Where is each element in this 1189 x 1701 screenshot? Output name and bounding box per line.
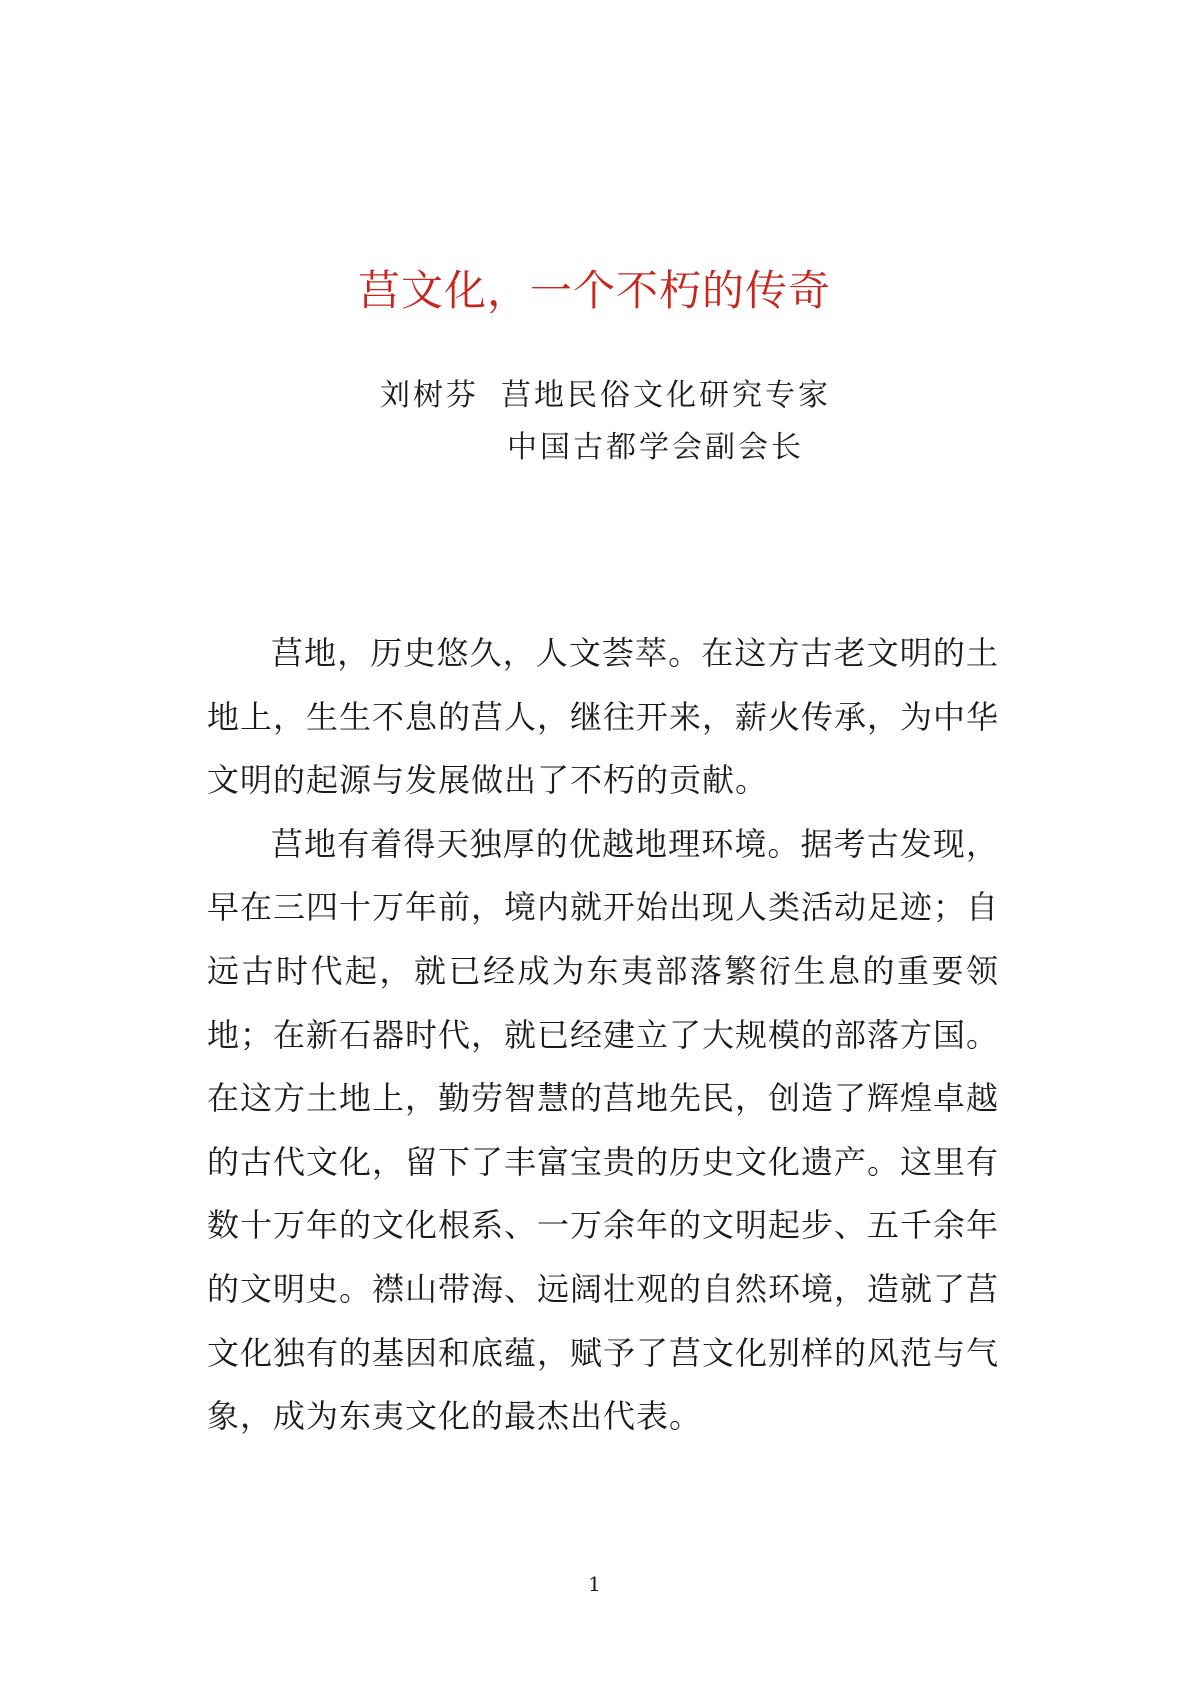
author-line-2 — [380, 422, 831, 474]
author-name: 刘树芬 — [380, 378, 479, 413]
page-number: 1 — [588, 1572, 601, 1596]
author-role-2: 中国古都学会副会长 — [507, 430, 804, 465]
author-line-1 — [380, 370, 831, 422]
paragraph-2: 莒地有着得天独厚的优越地理环境。据考古发现，早在三四十万年前，境内就开始出现人类活动足迹；自远古时代起，就已经成为东夷部落繁衍生息的重要领地；在新石器时代，就已经建立了大规模的部落方国。在这方土地上，勤劳智慧的莒地先民，创造了辉煌卓越的古代文化，留下了丰富宝贵的历史文化遗产。这里有数十万年的文化根系、一万余年的文明起步、五千余年的文明史。襟山带海、远阔壮观的自然环境，造就了莒文化独有的基因和底蕴，赋予了莒文化别样的风范与气象，成为东夷文化的最杰出代表。 — [207, 824, 1000, 1436]
body-text — [207, 622, 999, 1449]
paragraph-1: 莒地，历史悠久，人文荟萃。在这方古老文明的土地上，生生不息的莒人，继往开来，薪火传承，为中华文明的起源与发展做出了不朽的贡献。 — [207, 634, 1000, 800]
author-role-1: 莒地民俗文化研究专家 — [501, 378, 831, 413]
page-title: 莒文化，一个不朽的传奇 — [357, 266, 831, 315]
author-block — [380, 370, 831, 474]
